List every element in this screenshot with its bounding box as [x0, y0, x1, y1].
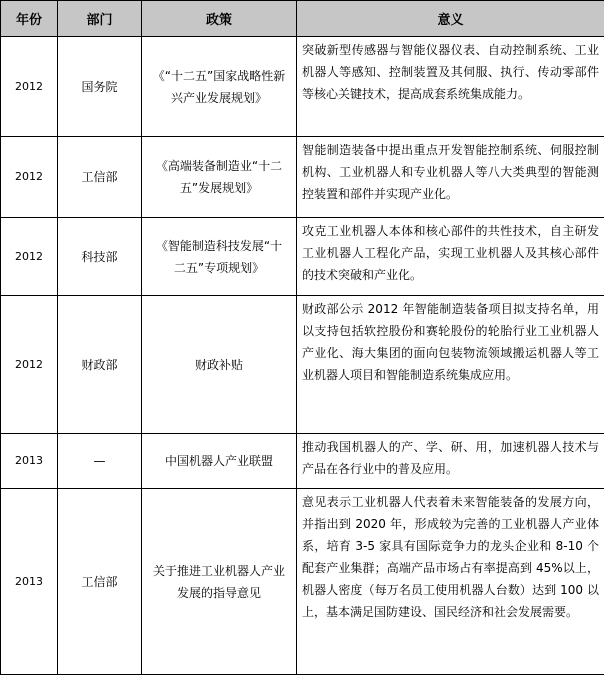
table-row: [1, 37, 604, 137]
year-cell: 2012: [1, 296, 58, 434]
dept-cell: —: [58, 434, 142, 489]
header-dept: 部门: [58, 1, 142, 37]
dept-cell: 国务院: [58, 37, 142, 137]
policy-cell: 中国机器人产业联盟: [142, 434, 297, 489]
year-cell: 2012: [1, 218, 58, 296]
meaning-cell: 推动我国机器人的产、学、研、用，加速机器人技术与产品在各行业中的普及应用。: [297, 434, 604, 489]
header-policy: 政策: [142, 1, 297, 37]
header-meaning: 意义: [297, 1, 604, 37]
table-row: [1, 296, 604, 434]
policy-cell: 关于推进工业机器人产业发展的指导意见: [142, 489, 297, 675]
year-cell: 2012: [1, 37, 58, 137]
table-row: [1, 137, 604, 218]
table-row: [1, 489, 604, 675]
dept-cell: 财政部: [58, 296, 142, 434]
year-cell: 2012: [1, 137, 58, 218]
table-row: [1, 218, 604, 296]
policy-cell: 《智能制造科技发展“十二五”专项规划》: [142, 218, 297, 296]
year-cell: 2013: [1, 489, 58, 675]
meaning-cell: 财政部公示 2012 年智能制造装备项目拟支持名单，用以支持包括软控股份和赛轮股份的轮胎行业工业机器人产业化、海大集团的面向包装物流领域搬运机器人等工业机器人项目和智能制造系统集成应用。: [297, 296, 604, 434]
year-cell: 2013: [1, 434, 58, 489]
meaning-cell: 意见表示工业机器人代表着未来智能装备的发展方向，并指出到 2020 年，形成较为完善的工业机器人产业体系，培育 3-5 家具有国际竞争力的龙头企业和 8-10 个配套产业集群；高端产品市场占有率提高到 45%以上，机器人密度（每万名员工使用机器人台数）达到 100 以上，基本满足国防建设、国民经济和社会发展需要。: [297, 489, 604, 675]
meaning-cell: 智能制造装备中提出重点开发智能控制系统、伺服控制机构、工业机器人和专业机器人等八大类典型的智能测控装置和部件并实现产业化。: [297, 137, 604, 218]
dept-cell: 工信部: [58, 489, 142, 675]
policy-cell: 《“十二五”国家战略性新兴产业发展规划》: [142, 37, 297, 137]
header-year: 年份: [1, 1, 58, 37]
dept-cell: 科技部: [58, 218, 142, 296]
policy-cell: 《高端装备制造业“十二五”发展规划》: [142, 137, 297, 218]
policy-cell: 财政补贴: [142, 296, 297, 434]
header-row: [1, 1, 604, 37]
meaning-cell: 攻克工业机器人本体和核心部件的共性技术，自主研发工业机器人工程化产品，实现工业机器人及其核心部件的技术突破和产业化。: [297, 218, 604, 296]
meaning-cell: 突破新型传感器与智能仪器仪表、自动控制系统、工业机器人等感知、控制装置及其伺服、执行、传动零部件等核心关键技术，提高成套系统集成能力。: [297, 37, 604, 137]
table-row: [1, 434, 604, 489]
dept-cell: 工信部: [58, 137, 142, 218]
